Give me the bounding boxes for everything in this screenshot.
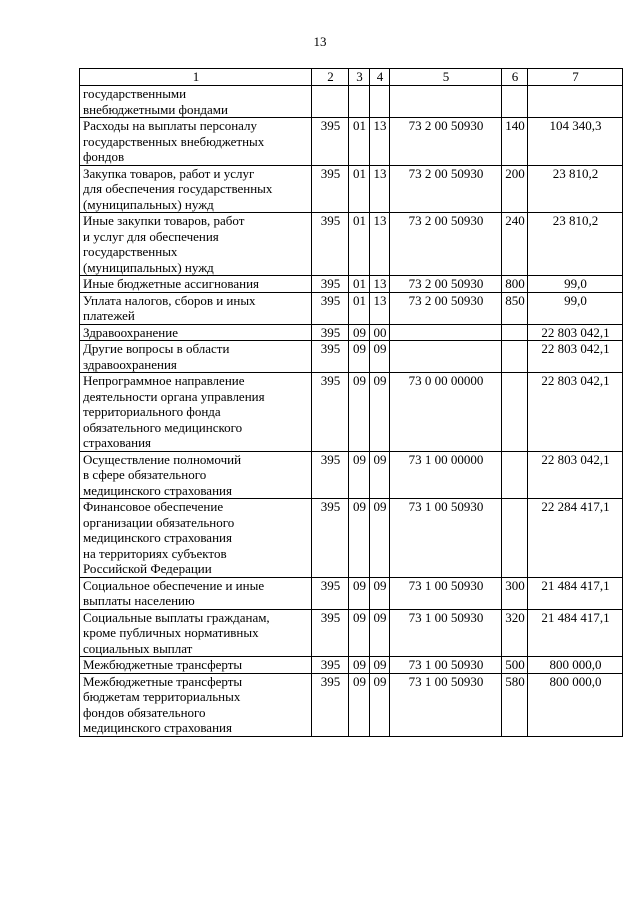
row-name-cell: Осуществление полномочий в сфере обязательного медицинского страхования xyxy=(80,451,312,499)
header-cell: 1 xyxy=(80,69,312,86)
row-subsection-cell: 13 xyxy=(370,276,390,293)
row-section-cell: 09 xyxy=(349,499,370,578)
row-expense-type-cell xyxy=(502,451,528,499)
row-admin-code-cell: 395 xyxy=(312,213,349,276)
row-name-cell: Социальные выплаты гражданам, кроме публичных нормативных социальных выплат xyxy=(80,609,312,657)
row-subsection-cell: 09 xyxy=(370,609,390,657)
row-subsection-cell: 09 xyxy=(370,577,390,609)
table-row xyxy=(80,292,623,324)
row-admin-code-cell: 395 xyxy=(312,657,349,674)
row-name-cell: Закупка товаров, работ и услуг для обеспечения государственных (муниципальных) нужд xyxy=(80,165,312,213)
header-cell: 2 xyxy=(312,69,349,86)
row-target-article-cell: 73 2 00 50930 xyxy=(390,292,502,324)
row-name-cell: Иные бюджетные ассигнования xyxy=(80,276,312,293)
table-row xyxy=(80,165,623,213)
row-section-cell: 09 xyxy=(349,609,370,657)
table-header-row xyxy=(80,69,623,86)
table-row xyxy=(80,118,623,166)
row-subsection-cell: 13 xyxy=(370,292,390,324)
row-section-cell xyxy=(349,86,370,118)
row-subsection-cell: 13 xyxy=(370,213,390,276)
row-expense-type-cell: 800 xyxy=(502,276,528,293)
row-target-article-cell: 73 2 00 50930 xyxy=(390,276,502,293)
row-target-article-cell xyxy=(390,341,502,373)
row-target-article-cell: 73 2 00 50930 xyxy=(390,118,502,166)
row-section-cell: 01 xyxy=(349,213,370,276)
row-amount-cell: 22 284 417,1 xyxy=(528,499,623,578)
budget-table xyxy=(79,68,623,737)
row-target-article-cell: 73 2 00 50930 xyxy=(390,213,502,276)
row-admin-code-cell: 395 xyxy=(312,276,349,293)
row-expense-type-cell: 240 xyxy=(502,213,528,276)
row-expense-type-cell: 320 xyxy=(502,609,528,657)
header-cell: 7 xyxy=(528,69,623,86)
row-name-cell: Иные закупки товаров, работ и услуг для обеспечения государственных (муниципальных) нужд xyxy=(80,213,312,276)
row-amount-cell: 800 000,0 xyxy=(528,657,623,674)
row-amount-cell xyxy=(528,86,623,118)
row-admin-code-cell: 395 xyxy=(312,373,349,452)
row-section-cell: 01 xyxy=(349,292,370,324)
row-section-cell: 09 xyxy=(349,341,370,373)
row-subsection-cell: 00 xyxy=(370,324,390,341)
row-admin-code-cell: 395 xyxy=(312,341,349,373)
row-expense-type-cell xyxy=(502,373,528,452)
row-expense-type-cell xyxy=(502,499,528,578)
table-row xyxy=(80,341,623,373)
row-admin-code-cell: 395 xyxy=(312,292,349,324)
row-amount-cell: 104 340,3 xyxy=(528,118,623,166)
row-admin-code-cell: 395 xyxy=(312,451,349,499)
row-expense-type-cell xyxy=(502,86,528,118)
row-admin-code-cell: 395 xyxy=(312,324,349,341)
row-section-cell: 09 xyxy=(349,657,370,674)
row-expense-type-cell: 300 xyxy=(502,577,528,609)
row-subsection-cell: 09 xyxy=(370,373,390,452)
row-name-cell: Межбюджетные трансферты бюджетам территориальных фондов обязательного медицинского страхования xyxy=(80,673,312,736)
header-cell: 5 xyxy=(390,69,502,86)
row-admin-code-cell: 395 xyxy=(312,673,349,736)
row-target-article-cell: 73 1 00 50930 xyxy=(390,609,502,657)
row-admin-code-cell: 395 xyxy=(312,118,349,166)
row-amount-cell: 23 810,2 xyxy=(528,213,623,276)
row-target-article-cell: 73 1 00 50930 xyxy=(390,499,502,578)
row-name-cell: Социальное обеспечение и иные выплаты населению xyxy=(80,577,312,609)
row-amount-cell: 22 803 042,1 xyxy=(528,341,623,373)
table-row xyxy=(80,373,623,452)
row-name-cell: Межбюджетные трансферты xyxy=(80,657,312,674)
row-name-cell: государственными внебюджетными фондами xyxy=(80,86,312,118)
row-expense-type-cell xyxy=(502,341,528,373)
row-amount-cell: 22 803 042,1 xyxy=(528,373,623,452)
page-number: 13 xyxy=(313,34,327,49)
row-expense-type-cell: 500 xyxy=(502,657,528,674)
row-target-article-cell: 73 1 00 00000 xyxy=(390,451,502,499)
table-row xyxy=(80,673,623,736)
row-target-article-cell: 73 0 00 00000 xyxy=(390,373,502,452)
row-name-cell: Расходы на выплаты персоналу государственных внебюджетных фондов xyxy=(80,118,312,166)
row-target-article-cell: 73 1 00 50930 xyxy=(390,657,502,674)
table-row xyxy=(80,657,623,674)
table-row xyxy=(80,324,623,341)
row-admin-code-cell: 395 xyxy=(312,165,349,213)
row-amount-cell: 22 803 042,1 xyxy=(528,451,623,499)
row-expense-type-cell: 580 xyxy=(502,673,528,736)
table-row xyxy=(80,609,623,657)
row-subsection-cell: 13 xyxy=(370,165,390,213)
row-admin-code-cell xyxy=(312,86,349,118)
header-cell: 6 xyxy=(502,69,528,86)
row-target-article-cell xyxy=(390,86,502,118)
row-subsection-cell: 09 xyxy=(370,673,390,736)
row-section-cell: 01 xyxy=(349,118,370,166)
row-section-cell: 01 xyxy=(349,165,370,213)
row-subsection-cell: 09 xyxy=(370,499,390,578)
table-body xyxy=(80,86,623,737)
row-name-cell: Финансовое обеспечение организации обязательного медицинского страхования на территориях субъектов Российской Федерации xyxy=(80,499,312,578)
header-cell: 3 xyxy=(349,69,370,86)
row-subsection-cell: 09 xyxy=(370,341,390,373)
row-section-cell: 09 xyxy=(349,451,370,499)
table-row xyxy=(80,577,623,609)
row-name-cell: Непрограммное направление деятельности органа управления территориального фонда обязательного медицинского страхования xyxy=(80,373,312,452)
row-target-article-cell: 73 1 00 50930 xyxy=(390,577,502,609)
row-admin-code-cell: 395 xyxy=(312,499,349,578)
row-amount-cell: 800 000,0 xyxy=(528,673,623,736)
row-expense-type-cell: 850 xyxy=(502,292,528,324)
table-row xyxy=(80,213,623,276)
row-subsection-cell xyxy=(370,86,390,118)
row-name-cell: Уплата налогов, сборов и иных платежей xyxy=(80,292,312,324)
row-section-cell: 09 xyxy=(349,577,370,609)
row-subsection-cell: 09 xyxy=(370,657,390,674)
row-section-cell: 09 xyxy=(349,673,370,736)
table-row xyxy=(80,499,623,578)
row-amount-cell: 21 484 417,1 xyxy=(528,609,623,657)
row-amount-cell: 99,0 xyxy=(528,276,623,293)
row-name-cell: Здравоохранение xyxy=(80,324,312,341)
row-subsection-cell: 09 xyxy=(370,451,390,499)
row-target-article-cell: 73 1 00 50930 xyxy=(390,673,502,736)
row-expense-type-cell: 140 xyxy=(502,118,528,166)
row-section-cell: 09 xyxy=(349,324,370,341)
row-amount-cell: 22 803 042,1 xyxy=(528,324,623,341)
row-expense-type-cell: 200 xyxy=(502,165,528,213)
row-target-article-cell xyxy=(390,324,502,341)
row-name-cell: Другие вопросы в области здравоохранения xyxy=(80,341,312,373)
row-amount-cell: 23 810,2 xyxy=(528,165,623,213)
row-section-cell: 09 xyxy=(349,373,370,452)
row-expense-type-cell xyxy=(502,324,528,341)
row-amount-cell: 99,0 xyxy=(528,292,623,324)
row-admin-code-cell: 395 xyxy=(312,577,349,609)
row-amount-cell: 21 484 417,1 xyxy=(528,577,623,609)
table-row xyxy=(80,451,623,499)
header-cell: 4 xyxy=(370,69,390,86)
table-row xyxy=(80,276,623,293)
row-admin-code-cell: 395 xyxy=(312,609,349,657)
table-row xyxy=(80,86,623,118)
row-subsection-cell: 13 xyxy=(370,118,390,166)
row-target-article-cell: 73 2 00 50930 xyxy=(390,165,502,213)
row-section-cell: 01 xyxy=(349,276,370,293)
